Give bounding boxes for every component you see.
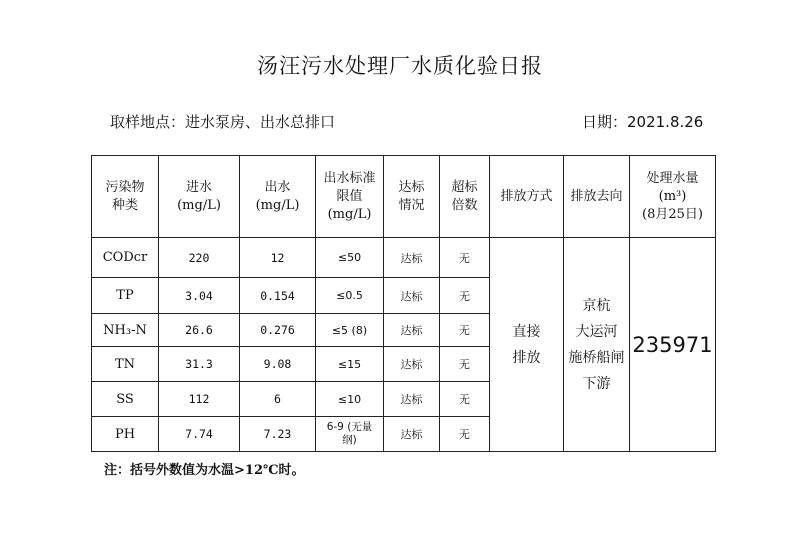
row-multiple: 无 [440,347,490,382]
row-status: 达标 [384,417,440,452]
header-outflow: 出水 (mg/L) [240,156,316,238]
row-inflow: 7.74 [159,417,240,452]
row-inflow: 26.6 [159,314,240,347]
row-multiple: 无 [440,278,490,314]
water-quality-table [91,155,716,452]
row-status: 达标 [384,382,440,417]
row-multiple: 无 [440,238,490,278]
row-limit: 6-9 (无量 纲) [316,417,384,452]
row-inflow: 112 [159,382,240,417]
header-discharge-dest: 排放去向 [564,156,630,238]
row-multiple: 无 [440,314,490,347]
row-outflow: 12 [240,238,316,278]
row-limit: ≤15 [316,347,384,382]
row-outflow: 7.23 [240,417,316,452]
report-title: 汤汪污水处理厂水质化验日报 [257,54,543,78]
row-name: CODcr [92,238,159,278]
table-row [92,238,716,278]
row-limit: ≤0.5 [316,278,384,314]
row-name: TP [92,278,159,314]
row-status: 达标 [384,314,440,347]
row-limit: ≤10 [316,382,384,417]
row-outflow: 9.08 [240,347,316,382]
header-pollutant: 污染物 种类 [92,156,159,238]
row-name: NH₃-N [92,314,159,347]
header-limit: 出水标准 限值 (mg/L) [316,156,384,238]
row-multiple: 无 [440,382,490,417]
row-name: TN [92,347,159,382]
row-status: 达标 [384,238,440,278]
row-status: 达标 [384,278,440,314]
row-inflow: 31.3 [159,347,240,382]
volume-cell: 235971 [630,238,716,452]
row-limit: ≤5 (8) [316,314,384,347]
row-outflow: 0.154 [240,278,316,314]
sampling-location: 取样地点：进水泵房、出水总排口 [110,113,336,131]
header-multiple: 超标 倍数 [440,156,490,238]
report-date: 日期：2021.8.26 [582,113,704,131]
row-outflow: 6 [240,382,316,417]
row-inflow: 3.04 [159,278,240,314]
footnote: 注：括号外数值为水温>12℃时。 [104,463,305,478]
discharge-dest-cell: 京杭 大运河 施桥船闸 下游 [564,238,630,452]
header-inflow: 进水 (mg/L) [159,156,240,238]
header-discharge-method: 排放方式 [490,156,564,238]
row-outflow: 0.276 [240,314,316,347]
row-name: SS [92,382,159,417]
discharge-method-cell: 直接 排放 [490,238,564,452]
header-status: 达标 情况 [384,156,440,238]
row-status: 达标 [384,347,440,382]
row-inflow: 220 [159,238,240,278]
row-name: PH [92,417,159,452]
row-limit: ≤50 [316,238,384,278]
header-row [92,156,716,238]
header-volume: 处理水量 (m³) (8月25日) [630,156,716,238]
row-multiple: 无 [440,417,490,452]
